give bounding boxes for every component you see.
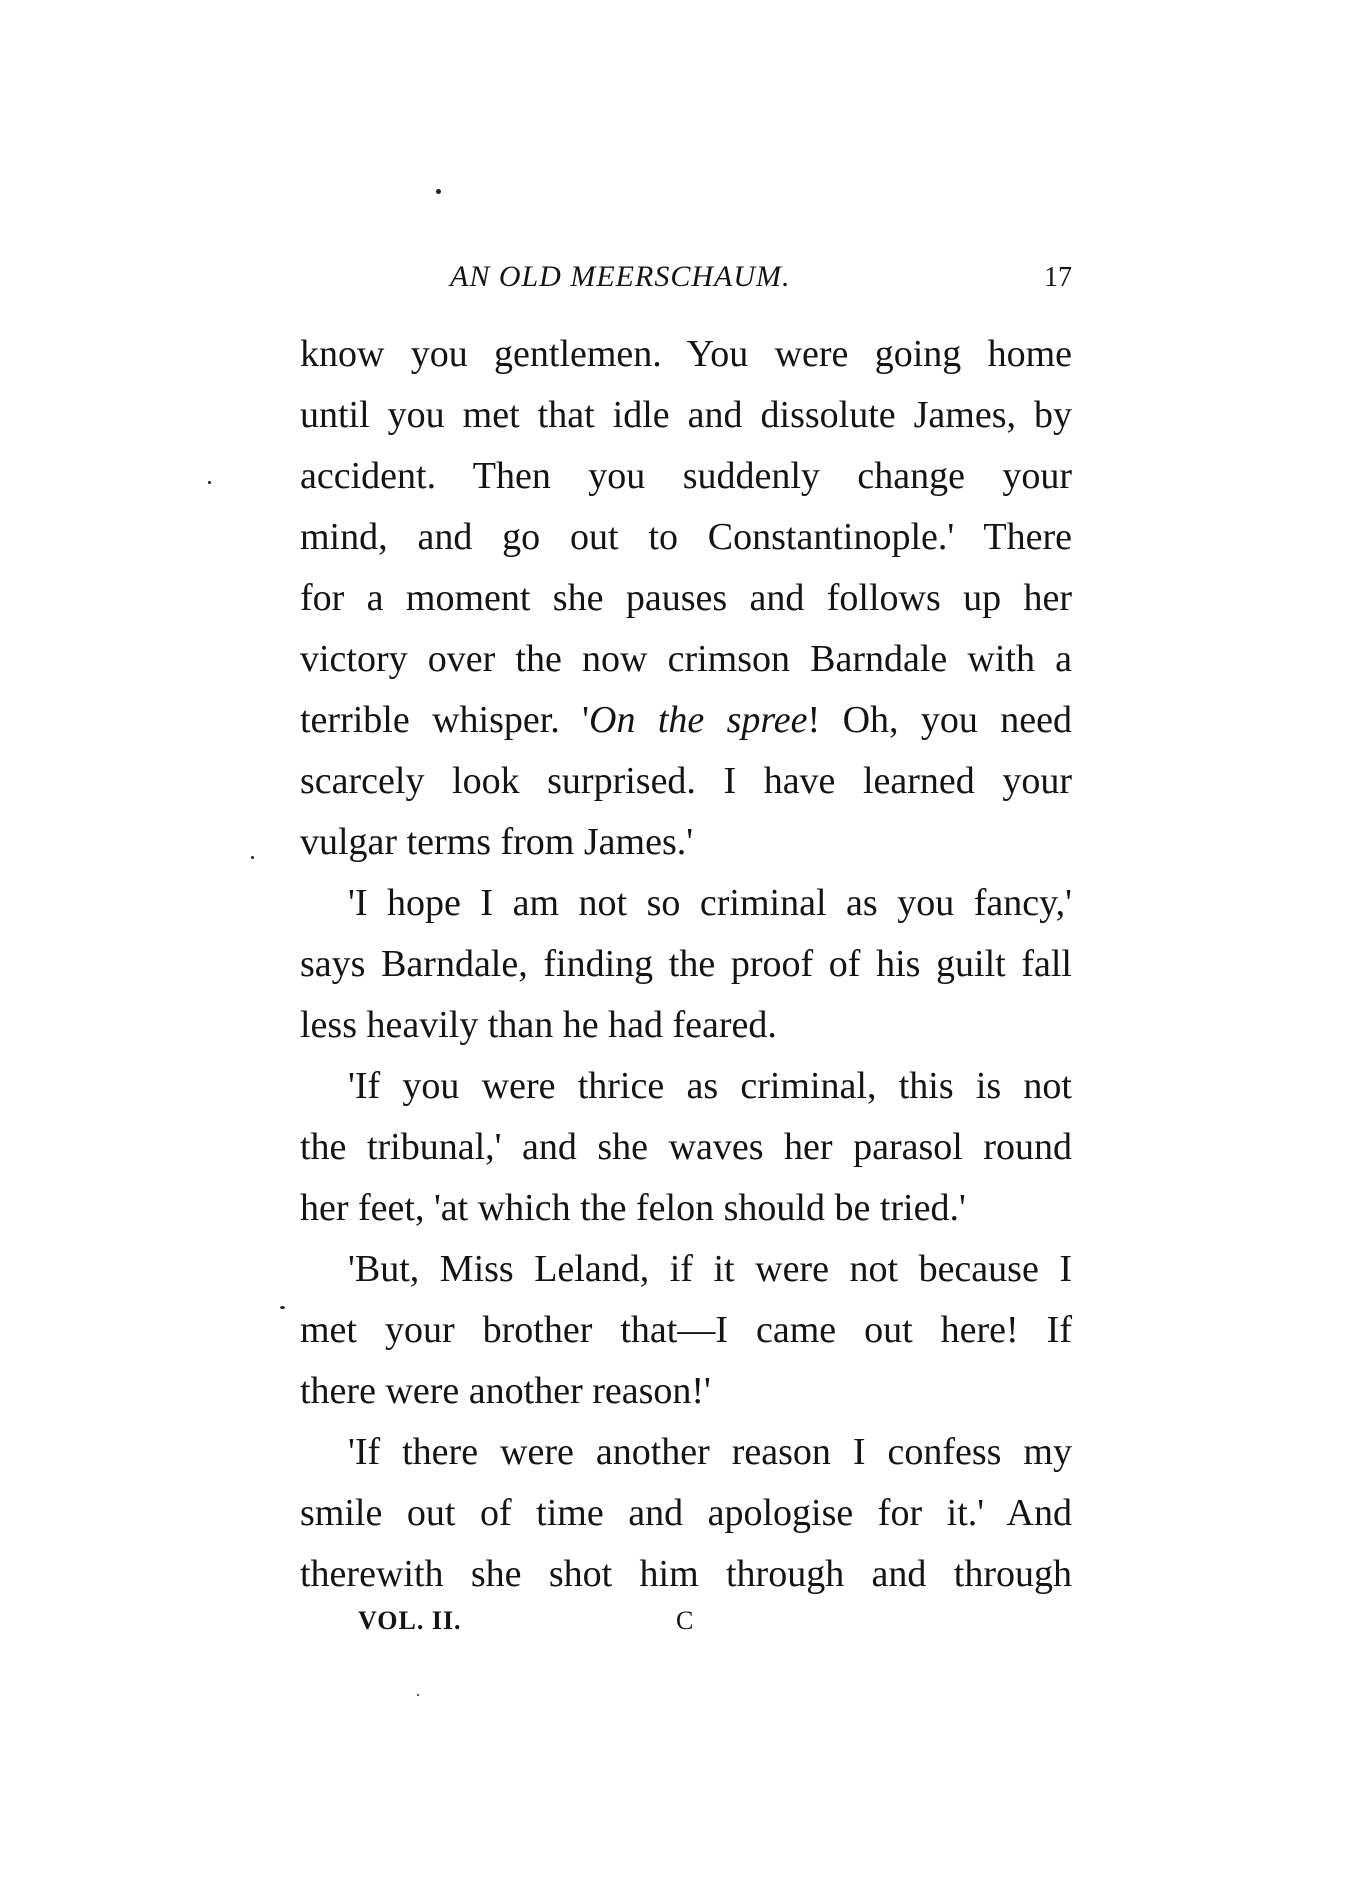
text-line bbox=[300, 690, 1072, 751]
ink-speck bbox=[208, 481, 211, 484]
page-footer bbox=[358, 1606, 758, 1646]
text-line: accident. Then you suddenly change your bbox=[300, 455, 1072, 497]
text-segment: ! Oh, you need bbox=[807, 699, 1072, 741]
text-line: 'If you were thrice as criminal, this is not bbox=[348, 1065, 1072, 1107]
ink-speck bbox=[280, 1306, 285, 1309]
ink-speck bbox=[251, 856, 254, 859]
text-line: there were another reason!' bbox=[300, 1370, 711, 1412]
body-text bbox=[300, 324, 1072, 1605]
text-line: know you gentlemen. You were going home bbox=[300, 333, 1072, 375]
ink-speck bbox=[417, 1694, 419, 1696]
text-line: the tribunal,' and she waves her parasol round bbox=[300, 1126, 1072, 1168]
text-segment: terrible whisper. ' bbox=[300, 699, 590, 741]
running-title: AN OLD MEERSCHAUM. bbox=[450, 260, 791, 293]
text-line: vulgar terms from James.' bbox=[300, 821, 694, 863]
text-line: mind, and go out to Constantinople.' There bbox=[300, 516, 1072, 558]
ink-speck bbox=[436, 189, 441, 194]
page-header bbox=[300, 260, 1072, 310]
text-line: says Barndale, finding the proof of his guilt fall bbox=[300, 943, 1072, 985]
text-line: therewith she shot him through and through bbox=[300, 1553, 1072, 1595]
volume-label: VOL. II. bbox=[358, 1606, 462, 1635]
text-line: 'I hope I am not so criminal as you fancy,' bbox=[348, 882, 1072, 924]
text-line: 'If there were another reason I confess my bbox=[348, 1431, 1072, 1473]
signature-mark: C bbox=[676, 1606, 695, 1635]
page-number: 17 bbox=[1044, 262, 1072, 293]
text-line: met your brother that—I came out here! If bbox=[300, 1309, 1072, 1351]
text-line: smile out of time and apologise for it.' And bbox=[300, 1492, 1072, 1534]
text-line: her feet, 'at which the felon should be tried.' bbox=[300, 1187, 966, 1229]
text-line: scarcely look surprised. I have learned your bbox=[300, 760, 1072, 802]
text-line: for a moment she pauses and follows up her bbox=[300, 577, 1072, 619]
text-line: until you met that idle and dissolute James, by bbox=[300, 394, 1072, 436]
text-line: less heavily than he had feared. bbox=[300, 1004, 777, 1046]
text-line: victory over the now crimson Barndale with a bbox=[300, 638, 1072, 680]
emphasized-phrase: On the spree bbox=[589, 699, 808, 741]
text-line: 'But, Miss Leland, if it were not because I bbox=[348, 1248, 1072, 1290]
